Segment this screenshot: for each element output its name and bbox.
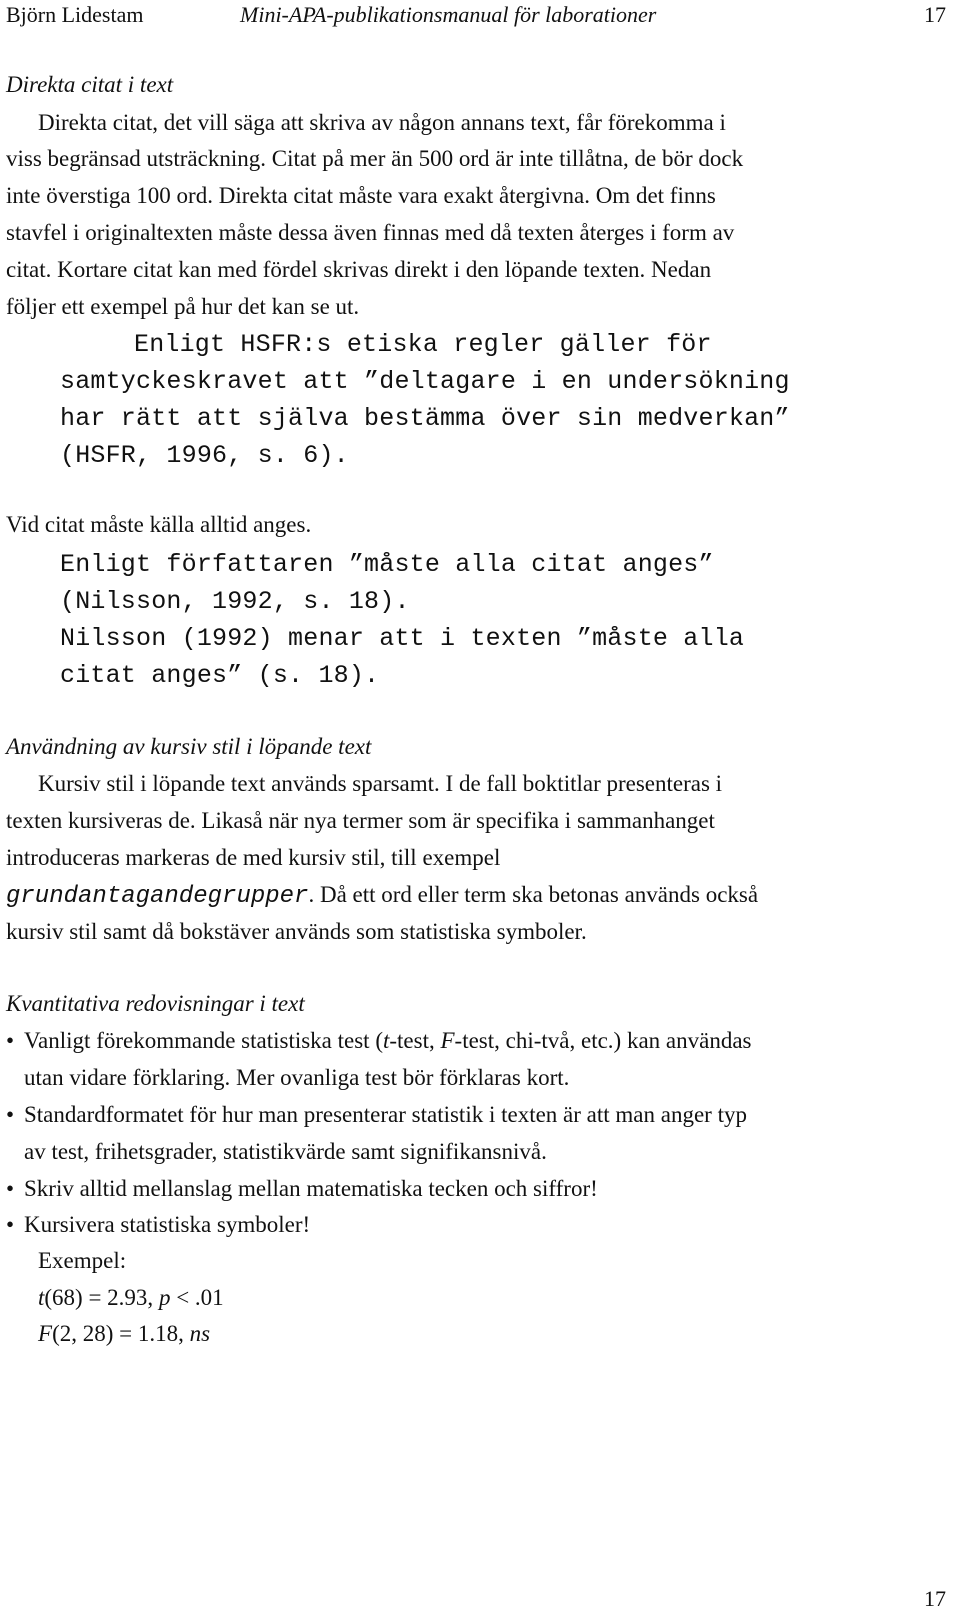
italic-symbol-t: t [382,1028,390,1053]
italic-symbol-t: t [38,1285,45,1310]
header-author: Björn Lidestam [6,2,144,27]
quote-example-line: Enligt HSFR:s etiska regler gäller för [134,330,712,359]
bullet-text: Skriv alltid mellanslag mellan matematiska tecken och siffror! [24,1176,598,1201]
bullet-text: -test, [389,1028,441,1053]
italic-symbol-p: p [158,1285,171,1310]
bullet-glyph: • [6,1176,15,1201]
header-page-number: 17 [924,2,946,27]
italics-line: Kursiv stil i löpande text används sparsamt. I de fall boktitlar presenteras i [38,771,723,796]
bullet-glyph: • [6,1212,15,1237]
heading-quantitative: Kvantitativa redovisningar i text [6,991,305,1016]
quote-example-line: samtyckeskravet att ”deltagare i en undersökning [60,367,790,396]
stat-example-F [38,1321,210,1347]
example-italic-term: grundantagandegrupper [6,883,309,910]
italics-line: kursiv stil samt då bokstäver används som statistiska symboler. [6,919,587,944]
italics-line: introduceras markeras de med kursiv stil, till exempel [6,845,501,870]
bullet-text: Vanligt förekommande statistiska test ( [24,1028,383,1053]
bullet-text: -test, chi-två, etc.) kan användas [454,1028,752,1053]
paragraph-line: Direkta citat, det vill säga att skriva av någon annans text, får förekomma i [38,110,726,135]
paragraph-line: citat. Kortare citat kan med fördel skrivas direkt i den löpande texten. Nedan [6,257,712,282]
stat-text: (2, 28) = 1.18, [52,1321,190,1346]
bullet-item [6,1212,310,1238]
header-title: Mini-APA-publikationsmanual för laborationer [240,2,657,27]
italic-symbol-F: F [440,1028,455,1053]
italics-line-rest: . Då ett ord eller term ska betonas används också [308,882,759,907]
paragraph-line: stavfel i originaltexten måste dessa även finnas med då texten återges i form av [6,220,735,245]
bullet-glyph: • [6,1028,15,1053]
italics-line: texten kursiveras de. Likaså när nya termer som är specifika i sammanhanget [6,808,715,833]
stat-example-t [38,1285,224,1311]
paragraph-line: viss begränsad utsträckning. Citat på mer än 500 ord är inte tillåtna, de bör dock [6,146,744,171]
paragraph-line: inte överstiga 100 ord. Direkta citat måste vara exakt återgivna. Om det finns [6,183,716,208]
italic-symbol-F: F [38,1321,53,1346]
source-example-line: Enligt författaren ”måste alla citat anges” [60,550,714,579]
italics-line-with-term [6,882,758,910]
stat-text: < .01 [170,1285,224,1310]
quote-example-line: (HSFR, 1996, s. 6). [60,441,349,470]
source-example-line: (Nilsson, 1992, s. 18). [60,587,410,616]
heading-italics: Användning av kursiv stil i löpande text [6,734,372,759]
example-label: Exempel: [38,1248,127,1273]
stat-text: (68) = 2.93, [44,1285,159,1310]
paragraph-line: följer ett exempel på hur det kan se ut. [6,294,360,319]
source-example-line: Nilsson (1992) menar att i texten ”måste alla [60,624,745,653]
quote-example-line: har rätt att själva bestämma över sin medverkan” [60,404,790,433]
italic-symbol-ns: ns [189,1321,211,1346]
bullet-glyph: • [6,1102,15,1127]
footer-page-number: 17 [924,1586,946,1611]
bullet-continuation: utan vidare förklaring. Mer ovanliga test bör förklaras kort. [24,1065,570,1090]
heading-direct-quotes: Direkta citat i text [6,72,174,97]
bullet-text: Standardformatet för hur man presenterar statistik i texten är att man anger typ [24,1102,747,1127]
bullet-item [6,1176,598,1202]
source-note: Vid citat måste källa alltid anges. [6,512,312,537]
bullet-item [6,1028,752,1054]
bullet-item [6,1102,747,1128]
bullet-continuation: av test, frihetsgrader, statistikvärde samt signifikansnivå. [24,1139,547,1164]
source-example-line: citat anges” (s. 18). [60,661,380,690]
bullet-text: Kursivera statistiska symboler! [24,1212,311,1237]
